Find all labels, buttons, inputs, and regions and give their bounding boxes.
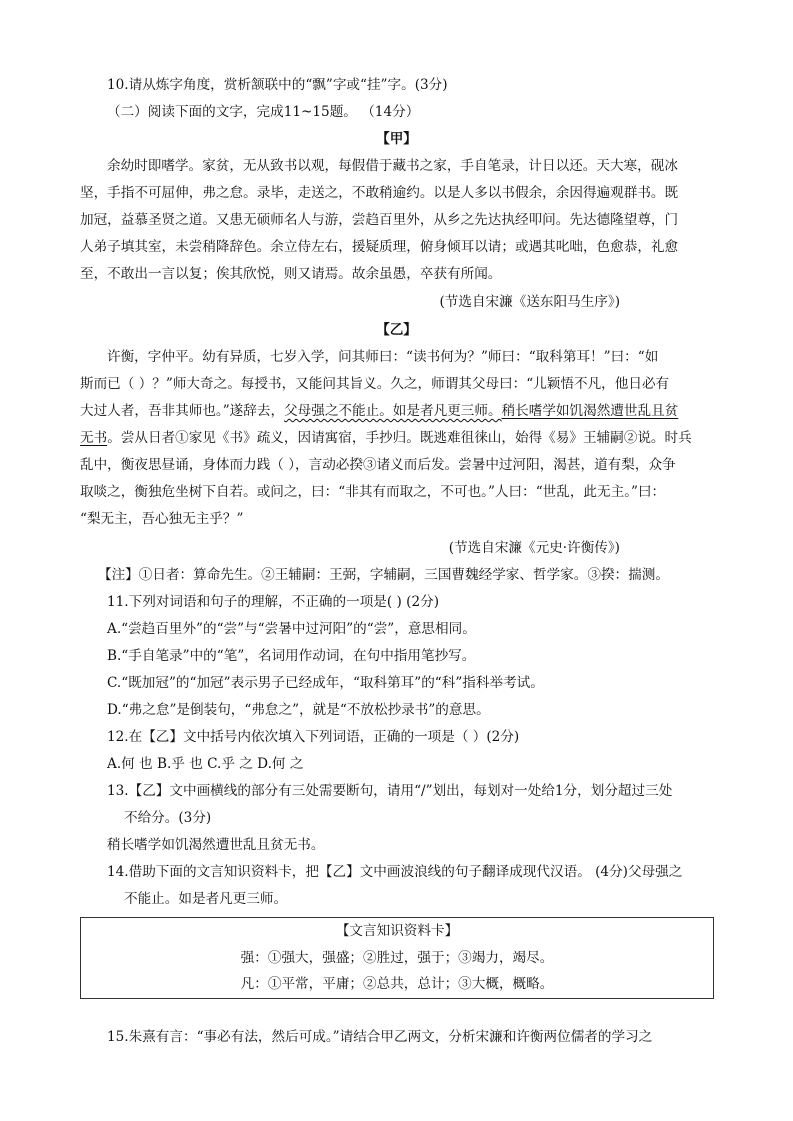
passage-jia-source: (节选自宋濂《送东阳马生序》) — [439, 294, 620, 310]
passage-jia-line: 余幼时即嗜学。家贫，无从致书以观，每假借于藏书之家，手自笔录，计日以还。天大寒，砚冰 — [107, 158, 678, 174]
passage-yi-line: “梨无主，吾心独无主乎？” — [80, 511, 244, 527]
question-12-options: A.何 也 B.乎 也 C.乎 之 D.何 之 — [107, 756, 304, 772]
question-11-option-c: C.“既加冠”的“加冠”表示男子已经成年，“取科第耳”的“科”指科举考试。 — [107, 675, 544, 691]
passage-yi-heading: 【乙】 — [376, 322, 417, 338]
passage-yi-line: 乱中，衡夜思昼诵，身体而力践（ ），言动必揆③诸义而后发。尝暑中过河阳，渴甚，道有梨，众争 — [80, 457, 676, 473]
knowledge-card-title: 【文言知识资料卡】 — [335, 923, 459, 939]
wavy-underlined-sentence: 父母强之不能止。如是者凡更三师。 — [284, 403, 502, 419]
passage-yi-line: 许衡，字仲平。幼有异质，七岁入学，问其师曰：“读书何为？”师曰：“取科第耳！”曰：“如 — [107, 349, 659, 365]
question-12-stem: 12.在【乙】文中括号内依次填入下列词语，正确的一项是（ ）(2分) — [107, 729, 520, 745]
passage-yi-line: 取啖之，衡独危坐树下自若。或问之，曰：“非其有而取之，不可也。”人曰：“世乱，此无主。”曰： — [80, 484, 666, 500]
passage-yi-text: 。尝从日者①家见《书》疏义，因请寓宿，手抄归。既逃难徂徕山，始得《易》王辅嗣②说。时兵 — [107, 430, 692, 446]
passage-yi-line — [80, 401, 678, 421]
question-11-option-a: A.“尝趋百里外”的“尝”与“尝暑中过河阳”的“尝”，意思相同。 — [107, 621, 476, 637]
knowledge-card-row: 强：①强大，强盛；②胜过，强于；③竭力，竭尽。 — [240, 950, 554, 966]
question-10: 10.请从炼字角度，赏析颔联中的“飘”字或“挂”字。(3分) — [107, 77, 448, 93]
question-11-option-d: D.“弗之怠”是倒装句，“弗怠之”，就是“不放松抄录书”的意思。 — [107, 702, 490, 718]
annotation-note: 【注】①日者：算命先生。②王辅嗣：王弼，字辅嗣，三国曹魏经学家、哲学家。③揆：揣测。 — [98, 567, 669, 583]
passage-jia-line: 坚，手指不可屈伸，弗之怠。录毕，走送之，不敢稍逾约。以是人多以书假余，余因得遍观群书。既 — [80, 185, 679, 201]
question-13-sentence: 稍长嗜学如饥渴然遭世乱且贫无书。 — [107, 837, 325, 853]
question-11-option-b: B.“手自笔录”中的“笔”，名词用作动词，在句中指用笔抄写。 — [107, 648, 476, 664]
question-14-stem-cont: 不能止。如是者凡更三师。 — [124, 891, 288, 907]
passage-yi-line: 斯而已（ ）？”师大奇之。每授书，又能问其旨义。久之，师谓其父母曰：“儿颖悟不凡，他日必有 — [80, 376, 670, 392]
passage-yi-line — [80, 428, 692, 448]
passage-jia-heading: 【甲】 — [376, 131, 417, 147]
passage-yi-text: 大过人者，吾非其师也。”遂辞去， — [80, 403, 285, 419]
question-15-stem: 15.朱熹有言：“事必有法，然后可成。”请结合甲乙两文，分析宋濂和许衡两位儒者的学习之 — [107, 1029, 653, 1045]
question-11-stem: 11.下列对词语和句子的理解，不正确的一项是( ) (2分) — [107, 594, 439, 610]
passage-yi-source: (节选自宋濂《元史·许衡传》) — [448, 540, 620, 556]
knowledge-card — [80, 917, 714, 999]
section-2-heading: （二）阅读下面的文字，完成11~15题。 （14分） — [107, 104, 420, 120]
question-13-stem-cont: 不给分。(3分) — [124, 810, 212, 826]
passage-jia-line: 加冠，益慕圣贤之道。又患无硕师名人与游，尝趋百里外，从乡之先达执经叩问。先达德隆望尊，门 — [80, 212, 679, 228]
underlined-sentence-end: 无书 — [80, 430, 108, 446]
underlined-sentence: 稍长嗜学如饥渴然遭世乱且贫 — [501, 403, 679, 419]
knowledge-card-row: 凡：①平常，平庸；②总共，总计；③大概，概略。 — [240, 976, 554, 992]
passage-jia-line: 至，不敢出一言以复；俟其欣悦，则又请焉。故余虽愚，卒获有所闻。 — [80, 266, 502, 282]
passage-jia-line: 人弟子填其室，未尝稍降辞色。余立侍左右，援疑质理，俯身倾耳以请；或遇其叱咄，色愈恭，礼愈 — [80, 239, 679, 255]
question-13-stem: 13.【乙】文中画横线的部分有三处需要断句，请用“/”划出，每划对一处给1分，划分超过三处 — [107, 783, 673, 799]
question-14-stem: 14.借助下面的文言知识资料卡，把【乙】文中画波浪线的句子翻译成现代汉语。 (4分)父母强之 — [107, 864, 683, 880]
